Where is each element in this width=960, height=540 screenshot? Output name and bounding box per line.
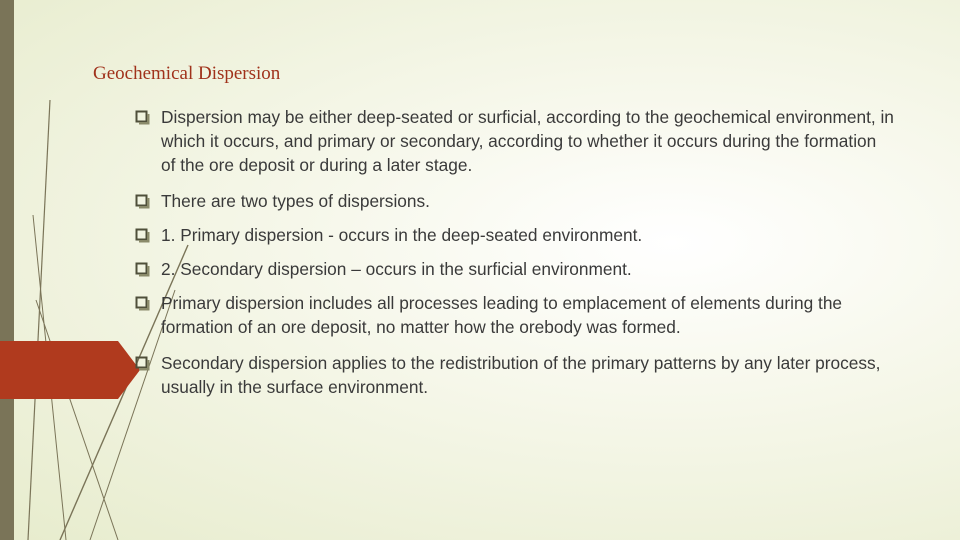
slide-title: Geochemical Dispersion — [93, 63, 281, 84]
bullet-item — [135, 105, 895, 177]
hollow-square-bullet-icon — [135, 296, 150, 311]
bullet-text: Secondary dispersion applies to the redistribution of the primary patterns by any later process, usually in the surface environment. — [161, 353, 881, 397]
hollow-square-bullet-icon — [135, 194, 150, 209]
bullet-text: 2. Secondary dispersion – occurs in the surficial environment. — [161, 259, 632, 279]
bullet-item — [135, 189, 895, 213]
bullet-text: Dispersion may be either deep-seated or surficial, according to the geochemical environment, in which it occurs, and primary or secondary, according to whether it occurs during the formation of the ore deposit or during a later stage. — [161, 107, 894, 175]
bullet-item — [135, 351, 895, 399]
hollow-square-bullet-icon — [135, 228, 150, 243]
bullet-text: 1. Primary dispersion - occurs in the deep-seated environment. — [161, 225, 643, 245]
bullet-text: Primary dispersion includes all processes leading to emplacement of elements during the formation of an ore deposit, no matter how the orebody was formed. — [161, 293, 843, 337]
bullet-item — [135, 223, 895, 247]
bullet-item — [135, 291, 895, 339]
bullet-list — [135, 105, 895, 411]
bullet-item — [135, 257, 895, 281]
hollow-square-bullet-icon — [135, 356, 150, 371]
accent-arrow-shape — [0, 341, 140, 399]
bullet-text: There are two types of dispersions. — [161, 191, 430, 211]
hollow-square-bullet-icon — [135, 262, 150, 277]
hollow-square-bullet-icon — [135, 110, 150, 125]
